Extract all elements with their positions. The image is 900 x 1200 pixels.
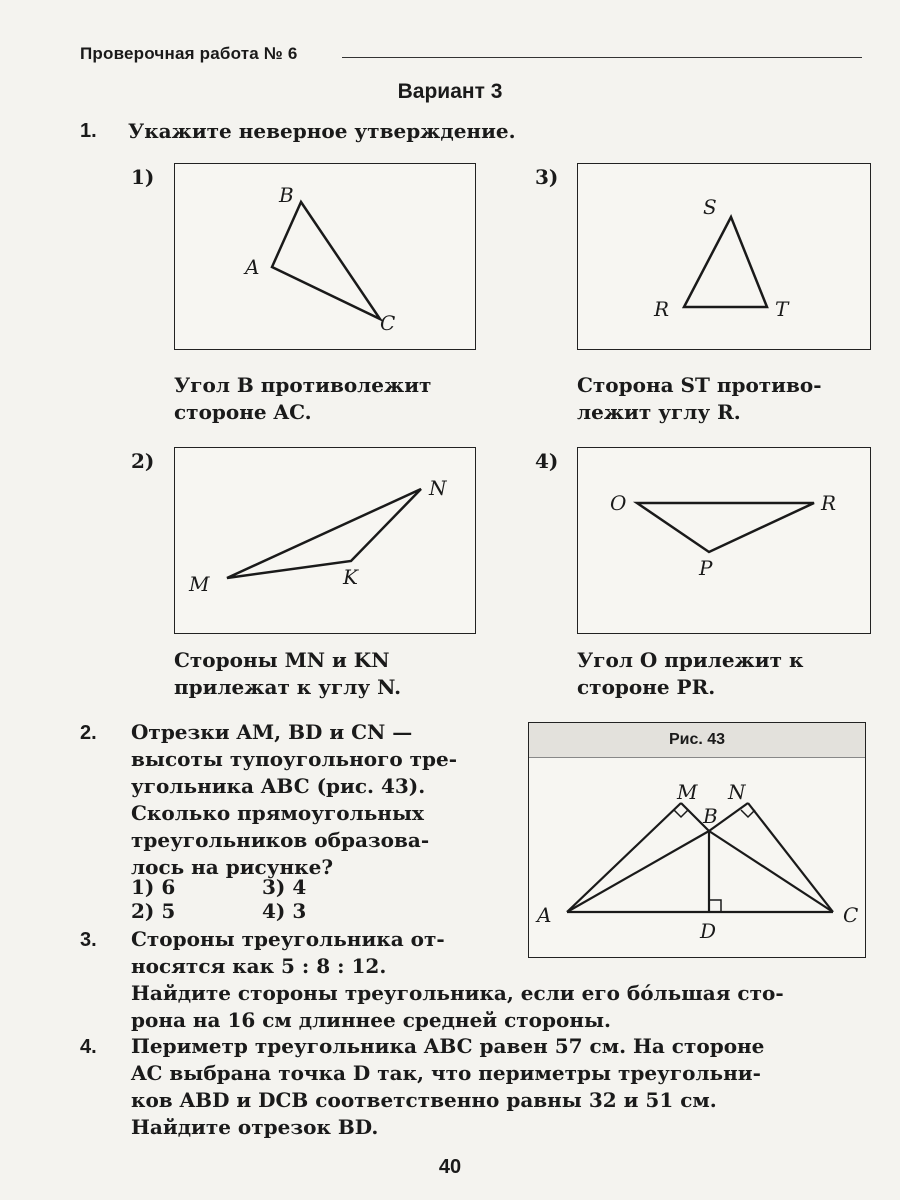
option2-number: 2)	[131, 449, 155, 473]
triangle-srt	[578, 164, 870, 349]
vertex-n-label: N	[429, 476, 447, 500]
task4-line3: ков ABD и DCB соответственно равны 32 и 51 см.	[131, 1088, 717, 1112]
task3-line2: носятся как 5 : 8 : 12.	[131, 954, 387, 978]
altitude-cn	[748, 803, 833, 912]
task2-line: высоты тупоугольного тре-	[131, 747, 458, 771]
right-angle-d	[709, 900, 721, 912]
task2-line: лось на рисунке?	[131, 855, 334, 879]
option3-number: 3)	[535, 165, 559, 189]
triangle-orp	[578, 448, 870, 633]
task2-answer-3: 3) 4	[262, 875, 307, 899]
task4-line2: AC выбрана точка D так, что периметры треугольни-	[131, 1061, 761, 1085]
triangle-mnk	[175, 448, 475, 633]
point-c-label: C	[843, 903, 859, 927]
task2-line: угольника ABC (рис. 43).	[131, 774, 426, 798]
task4-line4: Найдите отрезок BD.	[131, 1115, 379, 1139]
option4-caption-line1: Угол O прилежит к	[577, 648, 804, 672]
option3-figure	[577, 163, 871, 350]
variant-title: Вариант 3	[397, 80, 503, 103]
option1-caption-line2: стороне AC.	[174, 400, 312, 424]
vertex-r-label: R	[654, 297, 670, 321]
task4-line1: Периметр треугольника ABC равен 57 см. На стороне	[131, 1034, 765, 1058]
task2-number: 2.	[80, 722, 97, 744]
vertex-a-label: A	[245, 255, 260, 279]
task1-number: 1.	[80, 120, 97, 142]
task2-line: треугольников образова-	[131, 828, 430, 852]
option2-caption-line2: прилежат к углу N.	[174, 675, 402, 699]
vertex-o-label: O	[610, 491, 627, 515]
triangle-abc	[175, 164, 475, 349]
vertex-b-label: B	[279, 183, 294, 207]
task2-answer-2: 2) 5	[131, 899, 176, 923]
right-angle-n	[741, 810, 755, 817]
task3-number: 3.	[80, 929, 97, 951]
option2-figure	[174, 447, 476, 634]
option3-caption-line2: лежит углу R.	[577, 400, 741, 424]
vertex-s-label: S	[703, 195, 717, 219]
task2-answer-1: 1) 6	[131, 875, 176, 899]
triangle-mnk-shape	[227, 489, 421, 578]
task2-answer-4: 4) 3	[262, 899, 307, 923]
point-b-label: B	[703, 804, 718, 828]
point-n-label: N	[728, 780, 746, 804]
point-m-label: M	[677, 780, 698, 804]
triangle-abc-shape	[272, 202, 380, 319]
vertex-r-label: R	[821, 491, 837, 515]
vertex-c-label: C	[380, 311, 396, 335]
option4-number: 4)	[535, 449, 559, 473]
header-rule	[342, 57, 862, 58]
page-header-title: Проверочная работа № 6	[80, 44, 298, 63]
option1-caption-line1: Угол B противолежит	[174, 373, 432, 397]
option1-figure	[174, 163, 476, 350]
point-a-label: A	[537, 903, 552, 927]
triangle-srt-shape	[684, 217, 767, 307]
option1-number: 1)	[131, 165, 155, 189]
vertex-k-label: K	[343, 565, 358, 589]
option3-caption-line1: Сторона ST противо-	[577, 373, 822, 397]
task1-text: Укажите неверное утверждение.	[128, 119, 516, 143]
option4-caption-line2: стороне PR.	[577, 675, 716, 699]
task2-text	[131, 719, 496, 881]
right-angle-m	[674, 810, 688, 817]
point-d-label: D	[700, 919, 717, 943]
task4-number: 4.	[80, 1036, 97, 1058]
task3-line4: рона на 16 см длиннее средней стороны.	[131, 1008, 611, 1032]
triangle-orp-shape	[637, 503, 814, 552]
option2-caption-line1: Стороны MN и KN	[174, 648, 390, 672]
vertex-p-label: P	[699, 556, 713, 580]
task2-line: Отрезки AM, BD и CN —	[131, 720, 413, 744]
task3-line1: Стороны треугольника от-	[131, 927, 445, 951]
task2-line: Сколько прямоугольных	[131, 801, 424, 825]
option4-figure	[577, 447, 871, 634]
vertex-m-label: M	[189, 572, 210, 596]
figure-43	[528, 722, 866, 958]
vertex-t-label: T	[775, 297, 789, 321]
page-number: 40	[438, 1156, 462, 1178]
figure-43-title: Рис. 43	[668, 731, 726, 748]
segment-bc	[709, 831, 833, 912]
task3-line3: Найдите стороны треугольника, если его бóльшая сто-	[131, 981, 784, 1005]
figure-43-drawing	[529, 723, 865, 957]
